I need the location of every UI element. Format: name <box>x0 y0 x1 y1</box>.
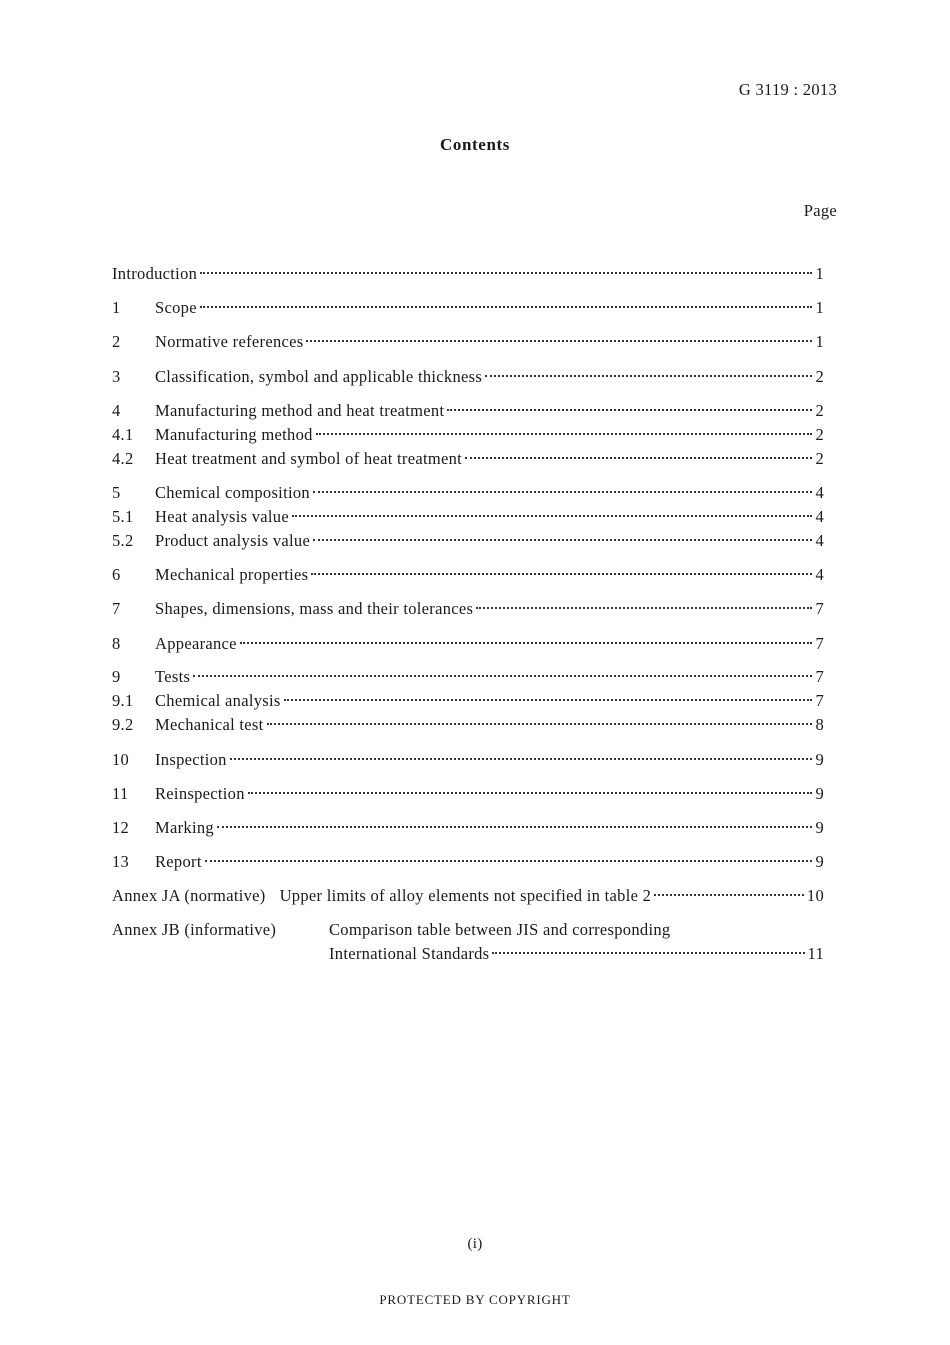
leader-dots <box>205 860 813 862</box>
toc-entry-title: Mechanical properties <box>155 565 309 584</box>
toc-entry-title: Shapes, dimensions, mass and their tolerances <box>155 599 474 618</box>
toc-entry-title: Heat treatment and symbol of heat treatment <box>155 449 463 468</box>
leader-dots <box>230 758 813 760</box>
toc-entry-title: Reinspection <box>155 784 245 803</box>
leader-dots <box>447 409 812 411</box>
toc-entry-title: Introduction <box>112 264 198 283</box>
leader-dots <box>200 272 812 274</box>
toc-entry-6[interactable] <box>112 564 824 586</box>
toc-entry-title: Marking <box>155 818 214 837</box>
toc-entry-10[interactable] <box>112 749 824 771</box>
toc-entry-page: 4 <box>815 507 824 526</box>
toc-entry-page: 9 <box>815 818 824 837</box>
leader-dots <box>485 375 812 377</box>
toc-entry-number: 4.2 <box>112 449 134 468</box>
toc-entry-2[interactable] <box>112 331 824 353</box>
toc-entry-title: Report <box>155 852 202 871</box>
toc-entry-title: Classification, symbol and applicable thickness <box>155 367 483 386</box>
toc-entry-number: 6 <box>112 565 121 584</box>
annex-title-line1: Comparison table between JIS and corresponding <box>329 920 671 939</box>
toc-entry-4-2[interactable] <box>112 448 824 470</box>
toc-entry-page: 4 <box>815 565 824 584</box>
toc-entry-page: 7 <box>815 667 824 686</box>
toc-entry-5[interactable] <box>112 482 824 504</box>
toc-entry-title: Manufacturing method <box>155 425 313 444</box>
toc-entry-5-2[interactable] <box>112 530 824 552</box>
toc-entry-title: Appearance <box>155 634 237 653</box>
toc-annex-jb-line1[interactable] <box>112 919 824 941</box>
leader-dots <box>311 573 812 575</box>
annex-title-line2: International Standards <box>329 944 490 963</box>
toc-entry-number: 9.2 <box>112 715 134 734</box>
toc-entry-number: 5.1 <box>112 507 134 526</box>
toc-entry-9[interactable] <box>112 666 824 688</box>
annex-page: 11 <box>807 944 824 963</box>
toc-entry-page: 4 <box>815 483 824 502</box>
toc-entry-4[interactable] <box>112 400 824 422</box>
toc-entry-number: 10 <box>112 750 130 769</box>
annex-page: 10 <box>806 886 824 905</box>
toc-entry-9-2[interactable] <box>112 714 824 736</box>
toc-entry-page: 1 <box>815 332 824 351</box>
toc-entry-title: Manufacturing method and heat treatment <box>155 401 445 420</box>
leader-dots <box>200 306 813 308</box>
toc-entry-title: Scope <box>155 298 197 317</box>
toc-entry-8[interactable] <box>112 633 824 655</box>
toc-entry-11[interactable] <box>112 783 824 805</box>
toc-entry-page: 9 <box>815 750 824 769</box>
toc-entry-number: 3 <box>112 367 121 386</box>
toc-annex-jb-line2[interactable] <box>112 943 824 965</box>
leader-dots <box>306 340 812 342</box>
toc-entry-title: Inspection <box>155 750 227 769</box>
leader-dots <box>313 491 813 493</box>
toc-entry-page: 2 <box>815 401 824 420</box>
leader-dots <box>492 952 804 954</box>
toc-entry-number: 12 <box>112 818 130 837</box>
standard-number: G 3119 : 2013 <box>738 80 837 99</box>
toc-entry-9-1[interactable] <box>112 690 824 712</box>
toc-entry-title: Normative references <box>155 332 304 351</box>
toc-entry-page: 1 <box>815 298 824 317</box>
toc-entry-number: 7 <box>112 599 121 618</box>
annex-title: Upper limits of alloy elements not specified in table 2 <box>279 886 652 905</box>
leader-dots <box>240 642 813 644</box>
toc-entry-number: 4.1 <box>112 425 134 444</box>
page-column-label: Page <box>803 201 837 220</box>
toc-annex-ja[interactable] <box>112 885 824 907</box>
toc-entry-number: 4 <box>112 401 121 420</box>
leader-dots <box>316 433 813 435</box>
leader-dots <box>248 792 813 794</box>
toc-entry-page: 2 <box>815 367 824 386</box>
toc-entry-page: 1 <box>815 264 824 283</box>
leader-dots <box>217 826 813 828</box>
leader-dots <box>267 723 813 725</box>
toc-entry-number: 13 <box>112 852 130 871</box>
toc-entry-number: 5.2 <box>112 531 134 550</box>
toc-entry-title: Heat analysis value <box>155 507 289 526</box>
leader-dots <box>654 894 804 896</box>
toc-entry-number: 9 <box>112 667 121 686</box>
toc-entry-page: 9 <box>815 784 824 803</box>
toc-entry-4-1[interactable] <box>112 424 824 446</box>
leader-dots <box>313 539 812 541</box>
leader-dots <box>193 675 812 677</box>
toc-entry-page: 4 <box>815 531 824 550</box>
toc-entry-page: 8 <box>815 715 824 734</box>
toc-entry-13[interactable] <box>112 851 824 873</box>
toc-entry-page: 9 <box>815 852 824 871</box>
toc-entry-12[interactable] <box>112 817 824 839</box>
toc-entry-5-1[interactable] <box>112 506 824 528</box>
toc-entry-number: 8 <box>112 634 121 653</box>
annex-label: Annex JA (normative) <box>112 886 266 905</box>
leader-dots <box>465 457 812 459</box>
toc-entry-number: 1 <box>112 298 121 317</box>
toc-entry-page: 7 <box>815 634 824 653</box>
page-title: Contents <box>440 135 510 154</box>
leader-dots <box>284 699 813 701</box>
toc-entry-number: 11 <box>112 784 129 803</box>
annex-label: Annex JB (informative) <box>112 920 277 939</box>
toc-entry-title: Tests <box>155 667 191 686</box>
toc-entry-page: 2 <box>815 425 824 444</box>
footer-page-number: (i) <box>467 1236 483 1252</box>
toc-entry-number: 9.1 <box>112 691 134 710</box>
toc-entry-title: Mechanical test <box>155 715 264 734</box>
toc-entry-number: 5 <box>112 483 121 502</box>
toc-entry-page: 2 <box>815 449 824 468</box>
toc-entry-3[interactable] <box>112 366 824 388</box>
toc-entry-title: Product analysis value <box>155 531 311 550</box>
toc-entry-number: 2 <box>112 332 121 351</box>
toc-entry-1[interactable] <box>112 297 824 319</box>
toc-entry-page: 7 <box>815 691 824 710</box>
toc-entry-title: Chemical analysis <box>155 691 281 710</box>
leader-dots <box>292 515 812 517</box>
toc-entry-page: 7 <box>815 599 824 618</box>
toc-entry-introduction[interactable] <box>112 263 824 285</box>
toc-entry-7[interactable] <box>112 598 824 620</box>
leader-dots <box>476 607 812 609</box>
copyright-notice: PROTECTED BY COPYRIGHT <box>379 1292 571 1307</box>
toc-entry-title: Chemical composition <box>155 483 310 502</box>
